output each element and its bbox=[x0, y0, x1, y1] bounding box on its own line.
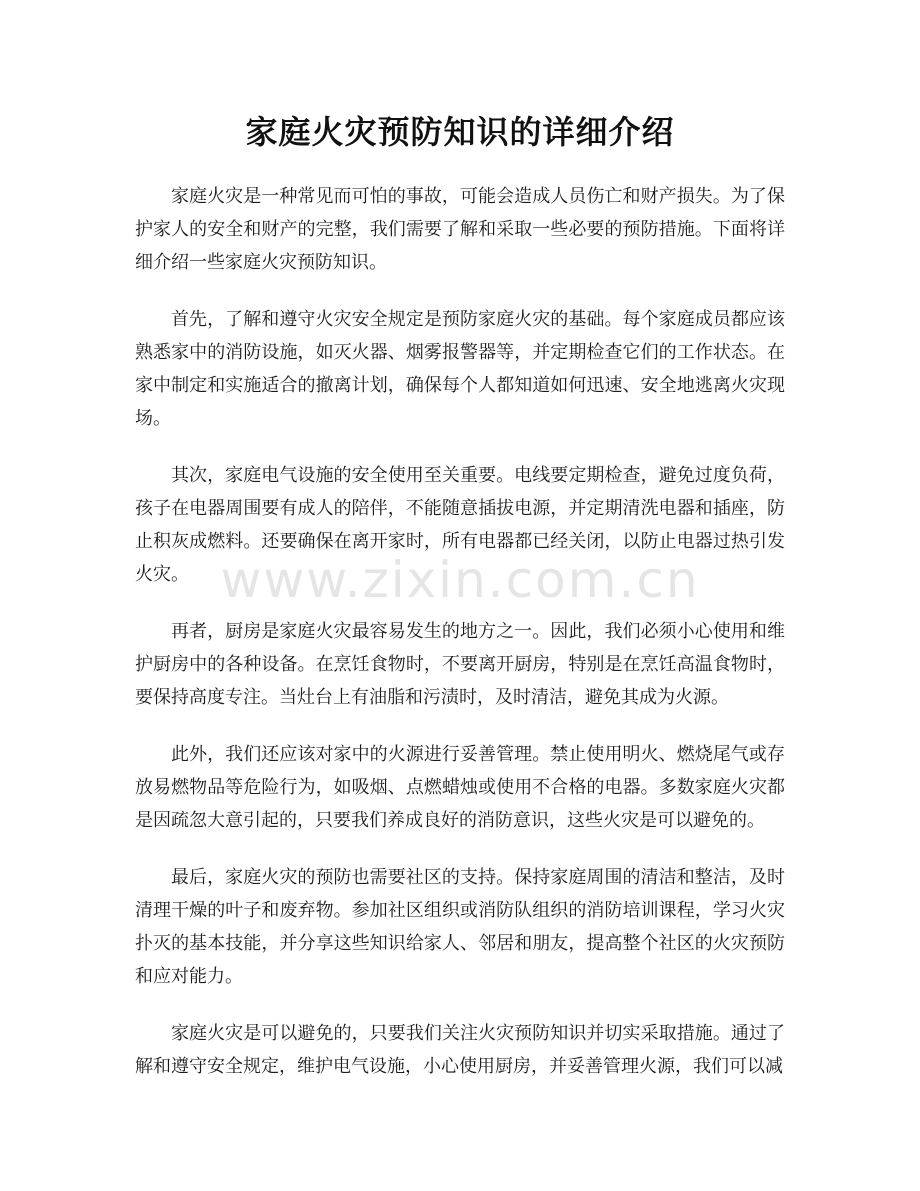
watermark: www.zixin.com.cn bbox=[220, 551, 700, 609]
document-title: 家庭火灾预防知识的详细介绍 bbox=[245, 113, 675, 151]
paragraph-safety-rules: 首先，了解和遵守火灾安全规定是预防家庭火灾的基础。每个家庭成员都应该熟悉家中的消防设施，如灭火器、烟雾报警器等，并定期检查它们的工作状态。在家中制定和实施适合的撤离计划，确保每个人都知道如何迅速、安全地逃离火灾现场。 bbox=[135, 309, 785, 429]
paragraph-intro: 家庭火灾是一种常见而可怕的事故，可能会造成人员伤亡和财产损失。为了保护家人的安全和财产的完整，我们需要了解和采取一些必要的预防措施。下面将详细介绍一些家庭火灾预防知识。 bbox=[135, 186, 785, 273]
paragraph-fire-sources: 此外，我们还应该对家中的火源进行妥善管理。禁止使用明火、燃烧尾气或存放易燃物品等危险行为，如吸烟、点燃蜡烛或使用不合格的电器。多数家庭火灾都是因疏忽大意引起的，只要我们养成良好的消防意识，这些火灾是可以避免的。 bbox=[135, 744, 785, 831]
paragraph-electrical: 其次，家庭电气设施的安全使用至关重要。电线要定期检查，避免过度负荷，孩子在电器周围要有成人的陪伴，不能随意插拔电源，并定期清洗电器和插座，防止积灰成燃料。还要确保在离开家时，所有电器都已经关闭，以防止电器过热引发火灾。 bbox=[135, 465, 785, 585]
paragraph-kitchen: 再者，厨房是家庭火灾最容易发生的地方之一。因此，我们必须小心使用和维护厨房中的各种设备。在烹饪食物时，不要离开厨房，特别是在烹饪高温食物时，要保持高度专注。当灶台上有油脂和污渍时，及时清洁，避免其成为火源。 bbox=[135, 621, 785, 708]
paragraph-community: 最后，家庭火灾的预防也需要社区的支持。保持家庭周围的清洁和整洁，及时清理干燥的叶子和废弃物。参加社区组织或消防队组织的消防培训课程，学习火灾扑灭的基本技能，并分享这些知识给家人、邻居和朋友，提高整个社区的火灾预防和应对能力。 bbox=[135, 867, 785, 987]
paragraph-conclusion: 家庭火灾是可以避免的，只要我们关注火灾预防知识并切实采取措施。通过了解和遵守安全规定，维护电气设施，小心使用厨房，并妥善管理火源，我们可以减 bbox=[135, 1023, 785, 1077]
document-body bbox=[135, 180, 785, 1107]
